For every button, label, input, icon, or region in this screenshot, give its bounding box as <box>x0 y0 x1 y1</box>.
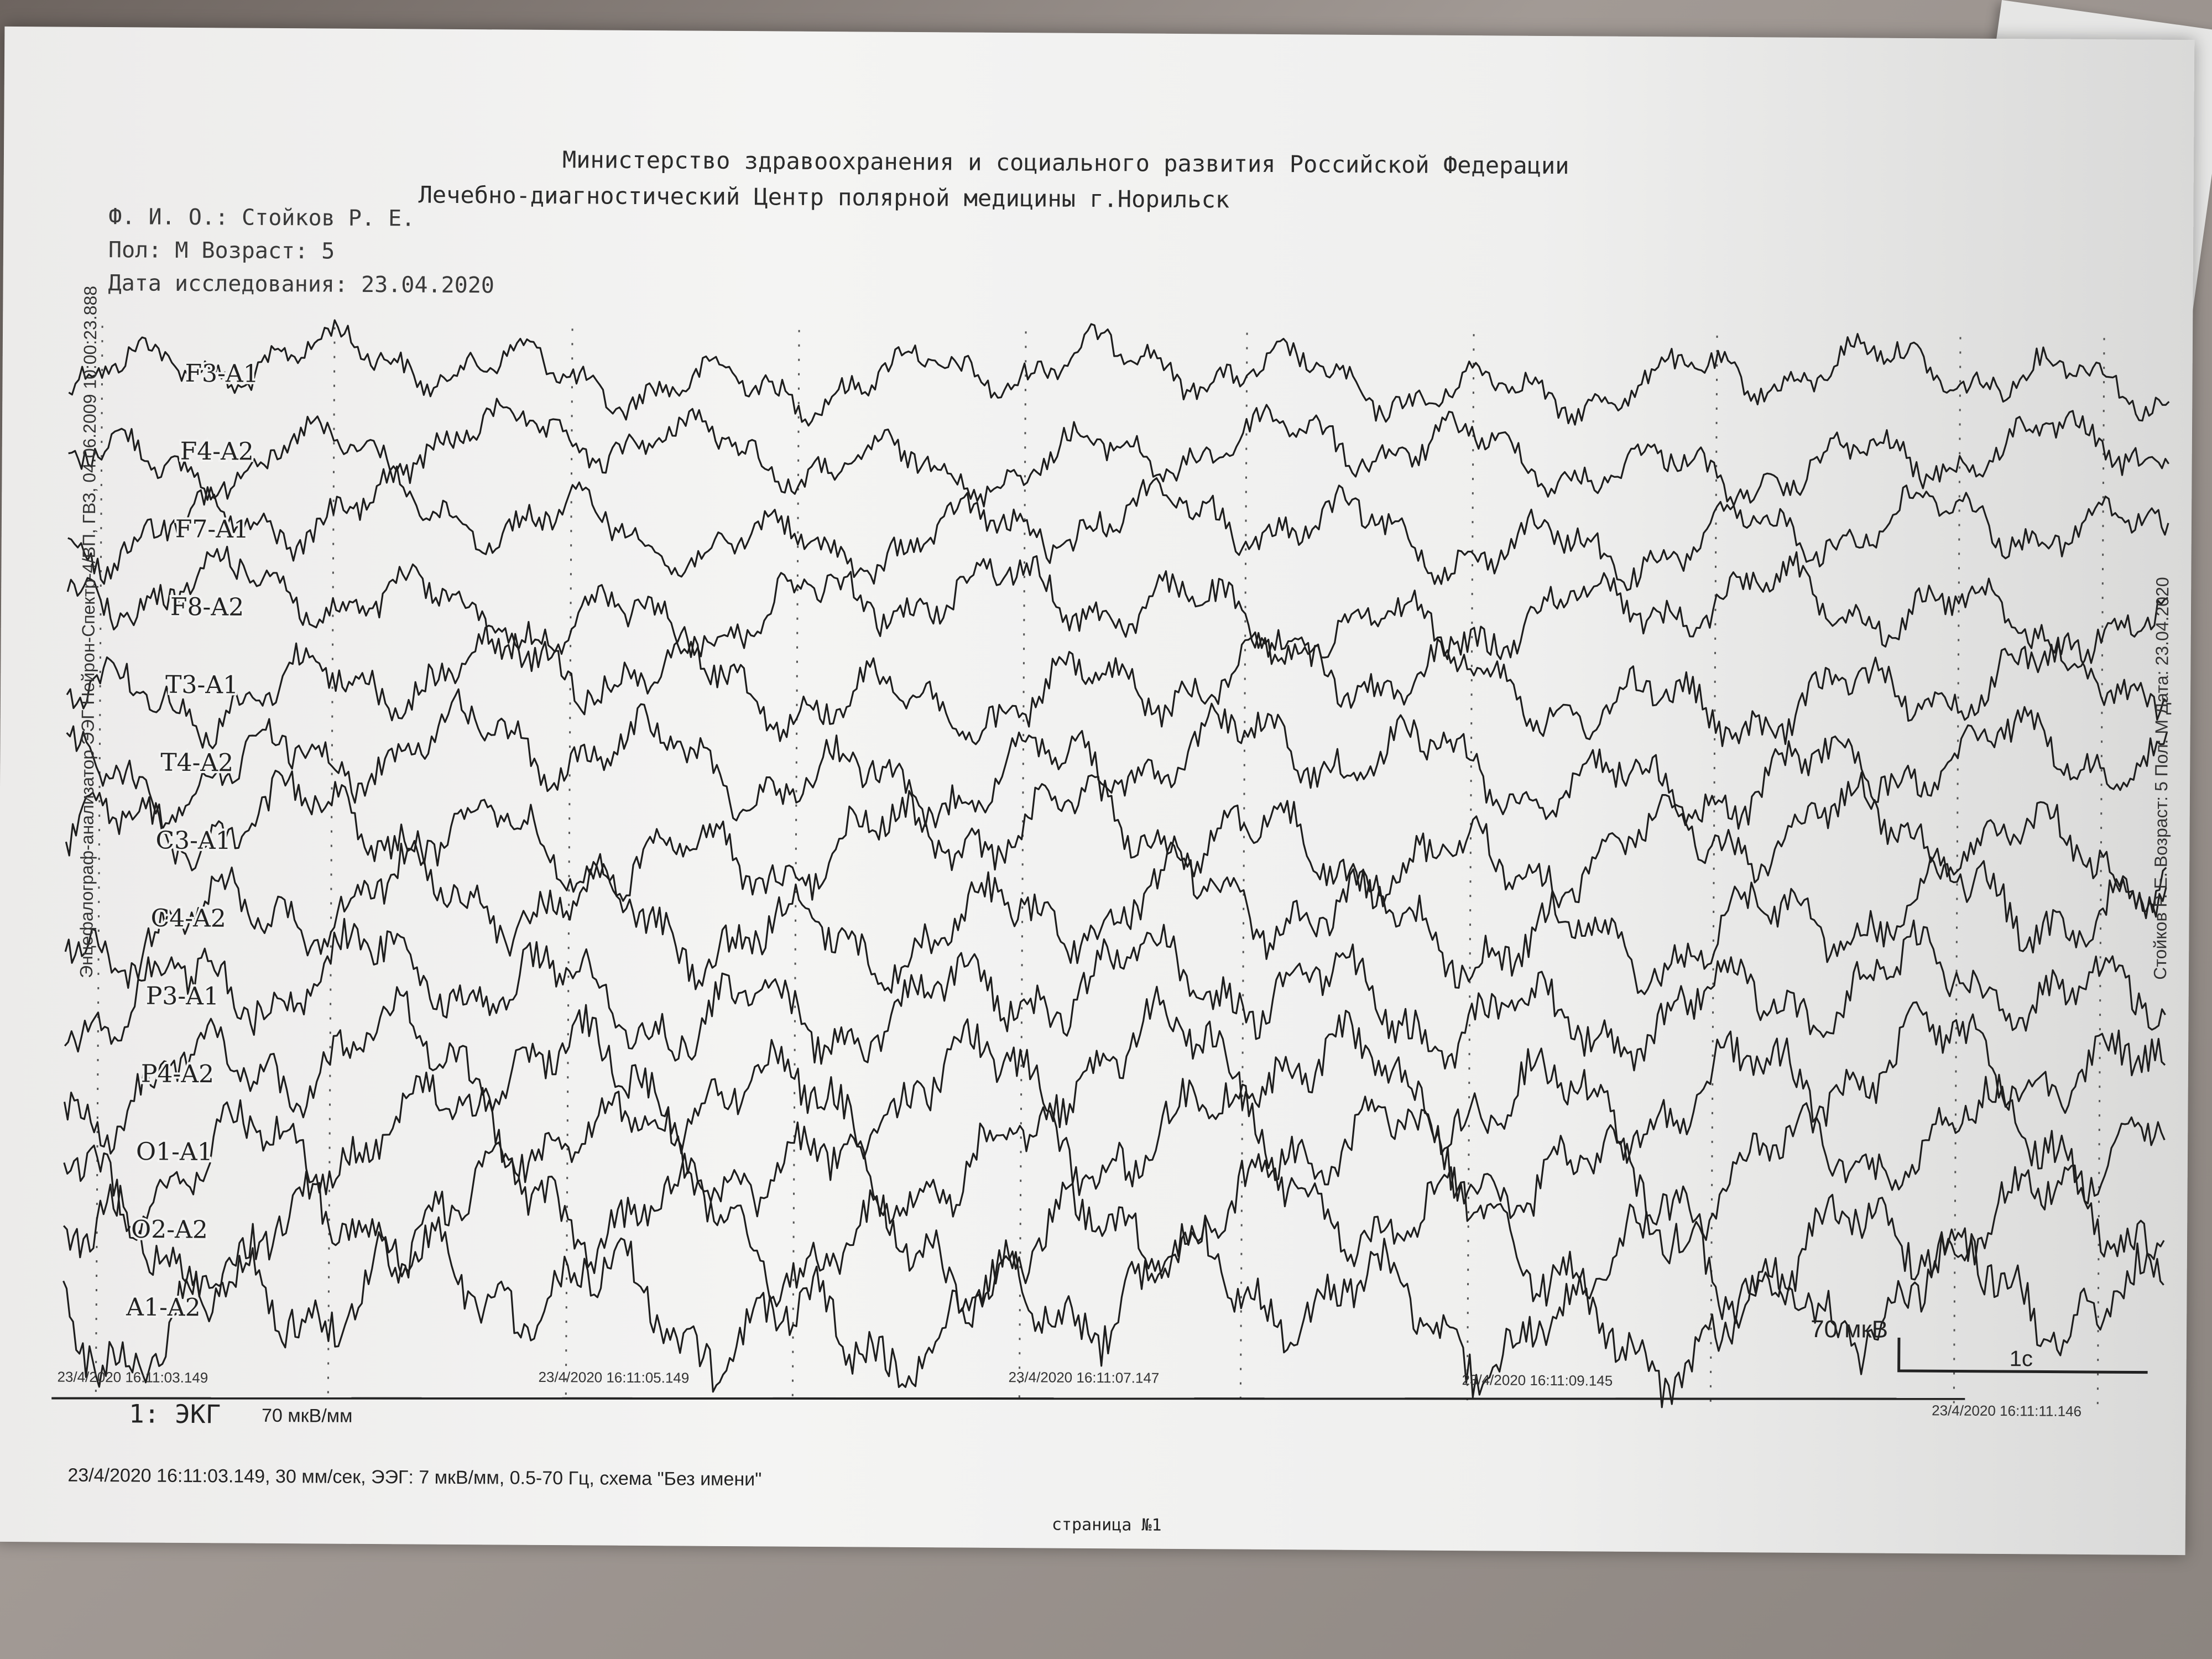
eeg-trace-c4-a2 <box>65 836 2167 1000</box>
study-date: Дата исследования: 23.04.2020 <box>108 270 495 299</box>
ecg-scale: 70 мкВ/мм <box>261 1405 353 1427</box>
page-number: страница №1 <box>1051 1515 1162 1535</box>
patient-info-vertical: Стойков Р. Е. Возраст: 5 Пол: М Дата: 23.04.2020 <box>2150 577 2173 980</box>
second-gridline <box>1019 331 1026 1399</box>
calibration-time-label: 1с <box>2009 1347 2033 1371</box>
channel-label-c3-a1: C3-A1 <box>155 826 231 855</box>
eeg-trace-f7-a1 <box>67 465 2168 597</box>
channel-label-f8-a2: F8-A2 <box>170 593 244 622</box>
recording-settings: 23/4/2020 16:11:03.149, 30 мм/сек, ЭЭГ: 7 мкВ/мм, 0.5-70 Гц, схема "Без имени" <box>67 1464 762 1490</box>
eeg-printout-page <box>0 27 2194 1555</box>
second-gridline <box>1467 334 1474 1401</box>
eeg-trace-t4-a2 <box>66 687 2167 842</box>
eeg-trace-f8-a2 <box>67 541 2168 671</box>
timestamp-label: 23/4/2020 16:11:05.149 <box>538 1368 690 1386</box>
eeg-trace-p4-a2 <box>64 980 2166 1166</box>
second-gridline <box>1240 333 1247 1400</box>
channel-label-p3-a1: P3-A1 <box>145 982 220 1011</box>
channel-label-c4-a2: C4-A2 <box>150 904 227 933</box>
timestamp-label: 23/4/2020 16:11:07.147 <box>1008 1369 1160 1386</box>
eeg-trace-p3-a1 <box>65 909 2166 1074</box>
ministry-header: Министерство здравоохранения и социального развития Российской Федерации <box>562 146 1569 180</box>
patient-name: Ф. И. О.: Стойков Р. Е. <box>108 204 415 232</box>
timestamp-label: 23/4/2020 16:11:11.146 <box>1932 1402 2082 1420</box>
channel-label-p4-a2: P4-A2 <box>140 1060 215 1089</box>
second-gridline <box>1710 336 1717 1403</box>
channel-label-f7-a1: F7-A1 <box>175 515 249 544</box>
channel-label-t3-a1: T3-A1 <box>165 670 239 700</box>
channel-label-f4-a2: F4-A2 <box>180 437 254 466</box>
timestamp-label: 23/4/2020 16:11:09.145 <box>1462 1371 1613 1389</box>
channel-labels <box>126 359 259 1322</box>
patient-sex-age: Пол: М Возраст: 5 <box>108 237 335 264</box>
calibration-amplitude-label: 70 мкВ <box>1810 1315 1888 1343</box>
eeg-trace-f3-a1 <box>69 318 2169 434</box>
eeg-traces <box>62 318 2169 1411</box>
center-header: Лечебно-диагностический Центр полярной медицины г.Норильск <box>418 181 1230 213</box>
channel-label-t4-a2: T4-A2 <box>160 748 234 778</box>
eeg-trace-f4-a2 <box>68 396 2169 514</box>
ecg-channel-label: 1: ЭКГ <box>128 1399 221 1430</box>
eeg-trace-c3-a1 <box>66 761 2167 919</box>
eeg-trace-area <box>0 27 2194 1555</box>
channel-label-o2-a2: O2-A2 <box>131 1215 208 1244</box>
second-gridline <box>328 327 335 1395</box>
channel-label-a1-a2: A1-A2 <box>126 1293 201 1322</box>
device-info-vertical: Энцефалограф-анализатор ЭЭГ Нейрон-Спектр-4/ВП, ГВЗ, 04.06.2009 10:00:23.888 <box>76 285 101 978</box>
timestamp-marks <box>57 1363 2081 1420</box>
channel-label-o1-a1: O1-A1 <box>135 1138 213 1166</box>
timestamp-label: 23/4/2020 16:11:03.149 <box>57 1368 208 1386</box>
channel-label-f3-a1: F3-A1 <box>185 359 259 388</box>
eeg-trace-t3-a1 <box>66 621 2167 760</box>
